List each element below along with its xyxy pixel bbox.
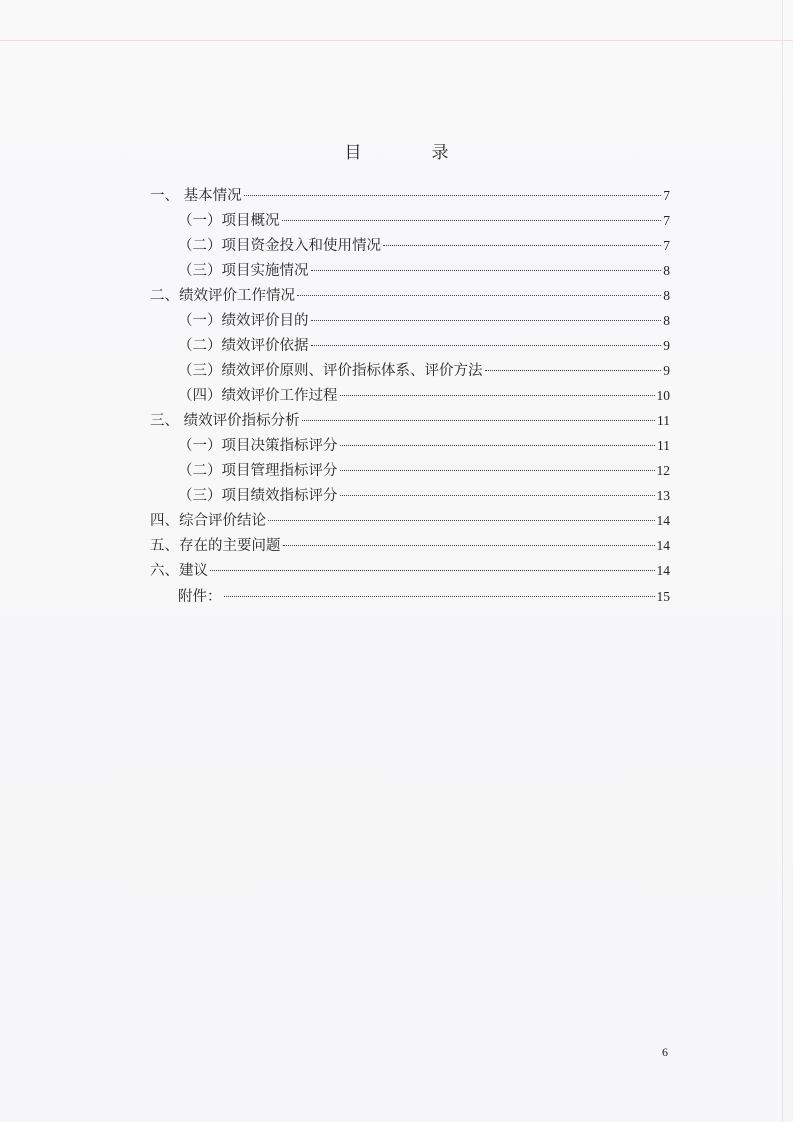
toc-entry-label: （一）项目概况 [178, 213, 280, 229]
toc-entry[interactable] [178, 236, 670, 256]
toc-entry[interactable] [178, 336, 670, 356]
toc-entry[interactable] [150, 411, 670, 431]
toc-entry-label: （一）项目决策指标评分 [178, 438, 338, 454]
toc-entry-page: 7 [663, 188, 670, 203]
toc-entry-page: 9 [663, 363, 670, 378]
toc-entry-page: 8 [663, 288, 670, 303]
toc-leader-dots [340, 445, 656, 446]
toc-leader-dots [383, 245, 661, 246]
toc-entry-page: 8 [663, 263, 670, 278]
toc-leader-dots [485, 370, 662, 371]
toc-entry-label: 二、绩效评价工作情况 [150, 288, 295, 304]
toc-entry-label: （二）项目管理指标评分 [178, 463, 338, 479]
toc-leader-dots [311, 320, 662, 321]
toc-entry-label: 六、建议 [150, 563, 208, 579]
toc-leader-dots [302, 420, 655, 421]
toc-leader-dots [268, 520, 655, 521]
toc-entry-page: 14 [656, 513, 670, 528]
toc-leader-dots [340, 470, 655, 471]
toc-entry-page: 12 [656, 463, 670, 478]
toc-title-char-2: 录 [431, 143, 449, 163]
toc-entry-page: 8 [663, 313, 670, 328]
toc-entry-label: 三、 绩效评价指标分析 [150, 413, 300, 429]
toc-entry-label: 五、存在的主要问题 [150, 538, 281, 554]
toc-entry[interactable] [178, 311, 670, 331]
toc-entry[interactable] [150, 286, 670, 306]
toc-entry[interactable] [178, 486, 670, 506]
toc-entry-label: （三）绩效评价原则、评价指标体系、评价方法 [178, 363, 483, 379]
toc-entry-page: 7 [663, 238, 670, 253]
toc-entry-label: 四、综合评价结论 [150, 513, 266, 529]
toc-entry[interactable] [178, 261, 670, 281]
toc-entry-label: （三）项目实施情况 [178, 263, 309, 279]
toc-leader-dots [283, 545, 655, 546]
toc-entry-label: 附件： [178, 589, 222, 605]
toc-leader-dots [340, 395, 655, 396]
toc-entry[interactable] [178, 587, 670, 607]
toc-entry[interactable] [150, 186, 670, 206]
toc-entry-page: 13 [656, 488, 670, 503]
toc-leader-dots [282, 220, 662, 221]
toc-entry-page: 15 [656, 589, 670, 604]
toc-leader-dots [210, 570, 655, 571]
toc-entry[interactable] [178, 436, 670, 456]
toc-leader-dots [297, 295, 661, 296]
toc-entry-label: （二）绩效评价依据 [178, 338, 309, 354]
toc-entry-label: （四）绩效评价工作过程 [178, 388, 338, 404]
toc-entry[interactable] [178, 211, 670, 231]
toc-entry-page: 10 [656, 388, 670, 403]
toc-entry[interactable] [178, 461, 670, 481]
toc-entry-page: 11 [657, 438, 670, 453]
toc-leader-dots [244, 195, 662, 196]
toc-entry-page: 11 [657, 413, 670, 428]
toc-entry[interactable] [150, 511, 670, 531]
toc-entry-page: 14 [656, 563, 670, 578]
toc-leader-dots [224, 596, 655, 597]
toc-leader-dots [311, 270, 662, 271]
toc-entry-label: （一）绩效评价目的 [178, 313, 309, 329]
toc-entry-label: （三）项目绩效指标评分 [178, 488, 338, 504]
toc-title-char-1: 目 [344, 143, 362, 163]
toc-entry-page: 9 [663, 338, 670, 353]
toc-entry[interactable] [150, 561, 670, 581]
toc-entry-page: 7 [663, 213, 670, 228]
toc-entry-label: （二）项目资金投入和使用情况 [178, 238, 381, 254]
toc-entry[interactable] [150, 536, 670, 556]
page-number: 6 [662, 1045, 668, 1059]
toc-entry-label: 一、 基本情况 [150, 188, 242, 204]
toc-entry[interactable] [178, 361, 670, 381]
toc-leader-dots [311, 345, 662, 346]
toc-leader-dots [340, 495, 655, 496]
toc-entry-page: 14 [656, 538, 670, 553]
toc-entry[interactable] [178, 386, 670, 406]
